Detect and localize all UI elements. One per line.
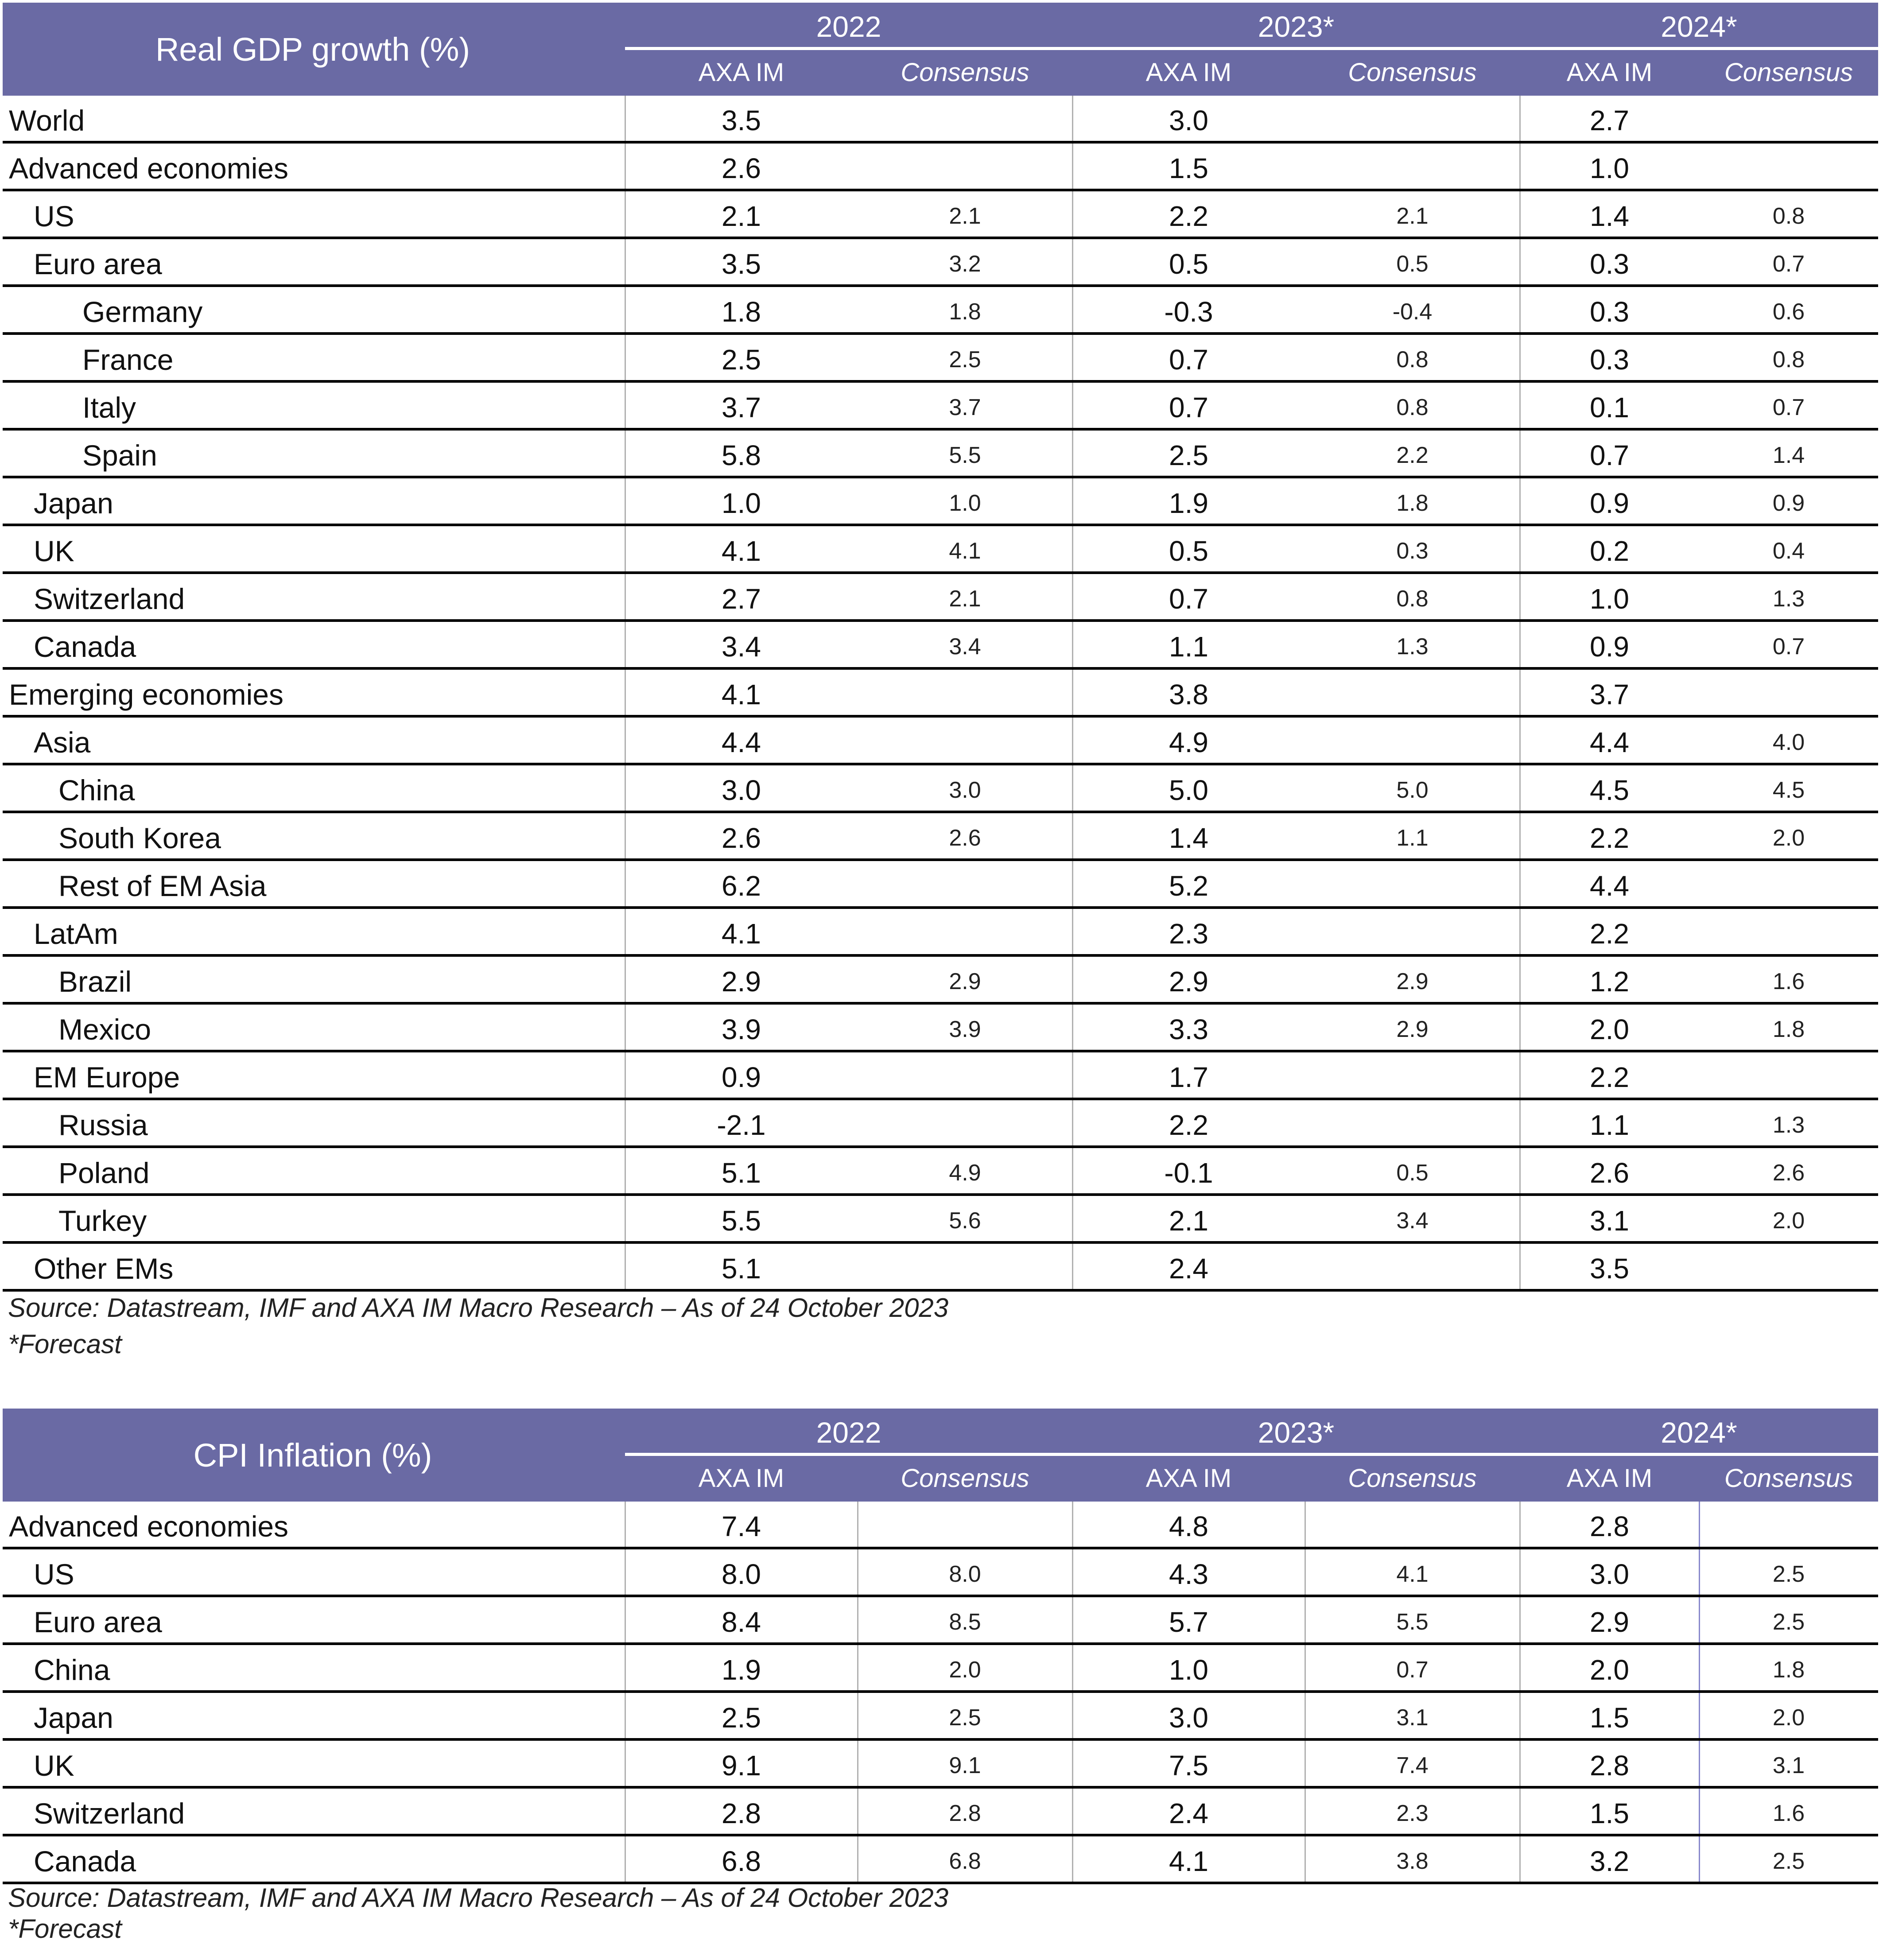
axa-im-value: 5.8 — [722, 439, 761, 471]
consensus-value — [1305, 909, 1520, 954]
axa-im-value: 8.4 — [722, 1606, 761, 1638]
axa-im-value: 2.8 — [1590, 1750, 1629, 1781]
axa-im-value: 1.8 — [722, 296, 761, 328]
gdp-table — [3, 3, 1878, 1359]
consensus-value — [858, 1052, 1072, 1098]
consensus-value — [858, 670, 1072, 715]
consensus-value: 1.3 — [1772, 1112, 1805, 1138]
axa-im-value: 4.1 — [1169, 1845, 1208, 1877]
axa-im-value: 1.0 — [722, 487, 761, 519]
axa-im-value: 0.3 — [1590, 344, 1629, 376]
consensus-value: 3.7 — [949, 395, 981, 420]
axa-im-value: 0.3 — [1590, 296, 1629, 328]
axa-im-value: 3.2 — [1590, 1845, 1629, 1877]
axa-im-value: 2.6 — [722, 152, 761, 184]
year-2023: 2023* — [1258, 1416, 1335, 1449]
consensus-value — [858, 144, 1072, 189]
axa-im-value: 2.0 — [1590, 1654, 1629, 1686]
consensus-value: 2.5 — [949, 1705, 981, 1731]
sub-header-axa-2022: AXA IM — [698, 58, 784, 87]
gdp-table-body — [3, 96, 1878, 1292]
axa-im-value: 3.7 — [722, 392, 761, 423]
row-label: Japan — [34, 487, 113, 520]
cpi-source-note: Source: Datastream, IMF and AXA IM Macro Research – As of 24 October 2023 — [8, 1883, 949, 1913]
table-row — [3, 622, 1878, 670]
consensus-value: 1.8 — [1772, 1657, 1805, 1683]
axa-im-value: 2.0 — [1590, 1013, 1629, 1045]
table-row — [3, 1741, 1878, 1789]
table-row — [3, 526, 1878, 574]
axa-im-value: 0.7 — [1590, 439, 1629, 471]
axa-im-value: 2.7 — [1590, 105, 1629, 136]
consensus-value: 3.2 — [949, 251, 981, 277]
consensus-value — [1305, 96, 1520, 141]
consensus-value: 3.9 — [949, 1017, 981, 1042]
table-row — [3, 478, 1878, 526]
axa-im-value: 2.1 — [1169, 1205, 1208, 1237]
consensus-value: 4.0 — [1772, 730, 1805, 755]
table-row — [3, 1052, 1878, 1100]
axa-im-value: 2.6 — [722, 822, 761, 854]
consensus-value: 1.6 — [1772, 1801, 1805, 1826]
table-row — [3, 1100, 1878, 1148]
sub-header-axa-2023: AXA IM — [1145, 1464, 1232, 1493]
consensus-value: 4.1 — [949, 538, 981, 564]
axa-im-value: 3.5 — [1590, 1253, 1629, 1285]
row-label: Euro area — [34, 248, 162, 280]
table-row — [3, 1502, 1878, 1549]
table-row — [3, 1196, 1878, 1244]
row-label: Canada — [34, 1845, 136, 1878]
row-label: Spain — [82, 439, 157, 472]
row-label: UK — [34, 1749, 74, 1782]
axa-im-value: 0.5 — [1169, 535, 1208, 567]
consensus-value: 4.1 — [1396, 1561, 1429, 1587]
sub-header-consensus-2023: Consensus — [1348, 58, 1477, 87]
sub-header-consensus-2023: Consensus — [1348, 1464, 1477, 1493]
consensus-value: 5.6 — [949, 1208, 981, 1234]
table-row — [3, 670, 1878, 718]
consensus-value: 2.1 — [949, 203, 981, 229]
row-label: US — [34, 200, 74, 233]
consensus-value — [1305, 718, 1520, 763]
axa-im-value: 0.9 — [1590, 487, 1629, 519]
axa-im-value: 1.5 — [1169, 152, 1208, 184]
consensus-value: 2.9 — [1396, 1017, 1429, 1042]
gdp-forecast-footnote: *Forecast — [8, 1329, 122, 1359]
consensus-value — [1305, 144, 1520, 189]
year-2022: 2022 — [816, 1416, 881, 1449]
axa-im-value: 2.4 — [1169, 1797, 1208, 1829]
consensus-value — [1699, 1052, 1878, 1098]
axa-im-value: 3.0 — [1169, 1702, 1208, 1734]
consensus-value: 0.8 — [1396, 347, 1429, 373]
row-label: France — [82, 343, 174, 376]
axa-im-value: -0.1 — [1164, 1157, 1213, 1189]
axa-im-value: 2.5 — [1169, 439, 1208, 471]
axa-im-value: 6.8 — [722, 1845, 761, 1877]
consensus-value: 1.8 — [949, 299, 981, 325]
axa-im-value: 4.1 — [722, 679, 761, 710]
consensus-value: 3.1 — [1396, 1705, 1429, 1731]
axa-im-value: 0.7 — [1169, 344, 1208, 376]
axa-im-value: 4.4 — [1590, 870, 1629, 902]
axa-im-value: 8.0 — [722, 1558, 761, 1590]
table-row — [3, 861, 1878, 909]
axa-im-value: 1.2 — [1590, 966, 1629, 997]
axa-im-value: 7.4 — [722, 1510, 761, 1542]
row-label: UK — [34, 535, 74, 567]
consensus-value: 1.8 — [1772, 1017, 1805, 1042]
consensus-value: 2.1 — [949, 586, 981, 612]
row-label: Turkey — [58, 1204, 147, 1237]
consensus-value: 2.1 — [1396, 203, 1429, 229]
cpi-table-body — [3, 1502, 1878, 1884]
sub-header-axa-2022: AXA IM — [698, 1464, 784, 1493]
year-2023: 2023* — [1258, 10, 1335, 43]
table-row — [3, 957, 1878, 1005]
axa-im-value: 1.9 — [722, 1654, 761, 1686]
row-label: Italy — [82, 391, 136, 424]
axa-im-value: 1.0 — [1590, 152, 1629, 184]
axa-im-value: 5.1 — [722, 1253, 761, 1285]
axa-im-value: 0.5 — [1169, 248, 1208, 280]
consensus-value — [858, 861, 1072, 906]
consensus-value: 4.9 — [949, 1160, 981, 1186]
axa-im-value: 1.4 — [1590, 200, 1629, 232]
table-row — [3, 287, 1878, 335]
row-label: LatAm — [34, 917, 118, 950]
consensus-value — [1305, 1502, 1520, 1547]
consensus-value: 0.8 — [1772, 203, 1805, 229]
consensus-value: 0.6 — [1772, 299, 1805, 325]
table-row — [3, 765, 1878, 813]
axa-im-value: 4.3 — [1169, 1558, 1208, 1590]
consensus-value — [1699, 670, 1878, 715]
consensus-value: 1.8 — [1396, 490, 1429, 516]
consensus-value — [1305, 861, 1520, 906]
consensus-value — [1305, 1100, 1520, 1145]
axa-im-value: 1.7 — [1169, 1061, 1208, 1093]
axa-im-value: 0.9 — [1590, 631, 1629, 663]
table-row — [3, 431, 1878, 478]
consensus-value: 1.4 — [1772, 442, 1805, 468]
axa-im-value: 4.4 — [722, 726, 761, 758]
table-row — [3, 1836, 1878, 1884]
axa-im-value: 6.2 — [722, 870, 761, 902]
consensus-value: 4.5 — [1772, 777, 1805, 803]
table-row — [3, 1244, 1878, 1292]
consensus-value: 1.6 — [1772, 969, 1805, 994]
consensus-value: 3.1 — [1772, 1753, 1805, 1778]
consensus-value: 0.7 — [1772, 634, 1805, 660]
consensus-value: 0.8 — [1396, 395, 1429, 420]
row-label: Advanced economies — [9, 152, 289, 185]
axa-im-value: 5.0 — [1169, 774, 1208, 806]
consensus-value: 3.4 — [949, 634, 981, 660]
consensus-value — [1305, 1244, 1520, 1289]
axa-im-value: 0.1 — [1590, 392, 1629, 423]
axa-im-value: 4.4 — [1590, 726, 1629, 758]
gdp-table-header — [3, 3, 1878, 96]
axa-im-value: 0.3 — [1590, 248, 1629, 280]
row-label: World — [9, 104, 85, 137]
consensus-value: 2.0 — [1772, 1705, 1805, 1731]
consensus-value: 0.7 — [1772, 251, 1805, 277]
row-label: Brazil — [58, 965, 132, 998]
consensus-value — [1699, 909, 1878, 954]
axa-im-value: 4.9 — [1169, 726, 1208, 758]
table-row — [3, 191, 1878, 239]
table-row — [3, 144, 1878, 191]
axa-im-value: 4.8 — [1169, 1510, 1208, 1542]
axa-im-value: 2.4 — [1169, 1253, 1208, 1285]
axa-im-value: 2.3 — [1169, 918, 1208, 950]
row-label: Emerging economies — [9, 678, 283, 711]
consensus-value — [858, 1244, 1072, 1289]
cpi-table-title: CPI Inflation (%) — [193, 1436, 432, 1474]
axa-im-value: 3.4 — [722, 631, 761, 663]
sub-header-consensus-2022: Consensus — [901, 1464, 1029, 1493]
axa-im-value: 1.4 — [1169, 822, 1208, 854]
consensus-value: 2.6 — [1772, 1160, 1805, 1186]
consensus-value: 3.0 — [949, 777, 981, 803]
axa-im-value: 4.1 — [722, 535, 761, 567]
axa-im-value: 2.8 — [1590, 1510, 1629, 1542]
axa-im-value: 2.2 — [1590, 1061, 1629, 1093]
axa-im-value: 3.7 — [1590, 679, 1629, 710]
consensus-value: 0.8 — [1772, 347, 1805, 373]
axa-im-value: 2.7 — [722, 583, 761, 615]
row-label: Russia — [58, 1109, 148, 1141]
row-label: Other EMs — [34, 1252, 174, 1285]
consensus-value: 3.4 — [1396, 1208, 1429, 1234]
consensus-value: 1.0 — [949, 490, 981, 516]
consensus-value: 2.2 — [1396, 442, 1429, 468]
consensus-value: 0.9 — [1772, 490, 1805, 516]
table-row — [3, 96, 1878, 144]
row-label: Japan — [34, 1701, 113, 1734]
axa-im-value: 4.5 — [1590, 774, 1629, 806]
axa-im-value: 3.0 — [1169, 105, 1208, 136]
axa-im-value: 0.7 — [1169, 583, 1208, 615]
sub-header-consensus-2024: Consensus — [1724, 58, 1853, 87]
consensus-value: 5.0 — [1396, 777, 1429, 803]
consensus-value: 2.8 — [949, 1801, 981, 1826]
row-label: Poland — [58, 1157, 150, 1189]
table-row — [3, 909, 1878, 957]
header-rule — [625, 47, 1878, 50]
consensus-value: 2.5 — [1772, 1848, 1805, 1874]
axa-im-value: 3.0 — [722, 774, 761, 806]
axa-im-value: 1.5 — [1590, 1702, 1629, 1734]
axa-im-value: 5.2 — [1169, 870, 1208, 902]
row-label: Advanced economies — [9, 1510, 289, 1543]
consensus-value — [858, 1100, 1072, 1145]
cpi-table-header — [3, 1409, 1878, 1502]
axa-im-value: 9.1 — [722, 1750, 761, 1781]
consensus-value: 0.7 — [1772, 395, 1805, 420]
consensus-value: 3.8 — [1396, 1848, 1429, 1874]
consensus-value — [1305, 1052, 1520, 1098]
row-label: Canada — [34, 630, 136, 663]
consensus-value — [1699, 1244, 1878, 1289]
cpi-table — [3, 1409, 1878, 1944]
row-label: South Korea — [58, 822, 221, 854]
consensus-value: 7.4 — [1396, 1753, 1429, 1778]
row-label: China — [58, 774, 135, 807]
axa-im-value: 3.3 — [1169, 1013, 1208, 1045]
axa-im-value: 3.9 — [722, 1013, 761, 1045]
row-label: EM Europe — [34, 1061, 180, 1094]
row-label: Switzerland — [34, 1797, 185, 1830]
consensus-value: 0.3 — [1396, 538, 1429, 564]
axa-im-value: 0.2 — [1590, 535, 1629, 567]
header-rule — [625, 1453, 1878, 1456]
axa-im-value: 1.0 — [1169, 1654, 1208, 1686]
axa-im-value: 4.1 — [722, 918, 761, 950]
consensus-value: 0.5 — [1396, 251, 1429, 277]
table-row — [3, 1005, 1878, 1052]
consensus-value — [1699, 144, 1878, 189]
consensus-value: 6.8 — [949, 1848, 981, 1874]
consensus-value: 0.8 — [1396, 586, 1429, 612]
cpi-forecast-footnote: *Forecast — [8, 1914, 122, 1944]
sub-header-axa-2024: AXA IM — [1566, 1464, 1653, 1493]
row-label: US — [34, 1558, 74, 1591]
consensus-value — [858, 1502, 1072, 1547]
row-label: Rest of EM Asia — [58, 869, 267, 902]
table-row — [3, 574, 1878, 622]
year-2022: 2022 — [816, 10, 881, 43]
consensus-value: 1.3 — [1396, 634, 1429, 660]
consensus-value: 5.5 — [949, 442, 981, 468]
sub-header-consensus-2024: Consensus — [1724, 1464, 1853, 1493]
row-label: Mexico — [58, 1013, 151, 1046]
consensus-value: 2.0 — [949, 1657, 981, 1683]
axa-im-value: 2.9 — [1169, 966, 1208, 997]
axa-im-value: 2.2 — [1590, 918, 1629, 950]
consensus-value: 0.4 — [1772, 538, 1805, 564]
gdp-table-title: Real GDP growth (%) — [155, 31, 470, 68]
axa-im-value: 1.5 — [1590, 1797, 1629, 1829]
row-label: China — [34, 1653, 110, 1686]
sub-header-axa-2024: AXA IM — [1566, 58, 1653, 87]
consensus-value — [1699, 1502, 1878, 1547]
row-label: Asia — [34, 726, 91, 759]
consensus-value: 9.1 — [949, 1753, 981, 1778]
axa-im-value: -0.3 — [1164, 296, 1213, 328]
table-row — [3, 1789, 1878, 1836]
axa-im-value: 2.2 — [1169, 1109, 1208, 1141]
axa-im-value: 2.5 — [722, 344, 761, 376]
consensus-value: 2.6 — [949, 825, 981, 851]
consensus-value: 2.3 — [1396, 1801, 1429, 1826]
axa-im-value: 2.1 — [722, 200, 761, 232]
sub-header-consensus-2022: Consensus — [901, 58, 1029, 87]
axa-im-value: 0.7 — [1169, 392, 1208, 423]
consensus-value: -0.4 — [1392, 299, 1433, 325]
consensus-value — [858, 909, 1072, 954]
table-row — [3, 1148, 1878, 1196]
table-row — [3, 813, 1878, 861]
consensus-value: 2.0 — [1772, 825, 1805, 851]
gdp-source-note: Source: Datastream, IMF and AXA IM Macro Research – As of 24 October 2023 — [8, 1293, 949, 1323]
axa-im-value: 2.2 — [1590, 822, 1629, 854]
axa-im-value: 7.5 — [1169, 1750, 1208, 1781]
axa-im-value: 1.0 — [1590, 583, 1629, 615]
consensus-value: 5.5 — [1396, 1609, 1429, 1635]
consensus-value: 8.5 — [949, 1609, 981, 1635]
consensus-value: 0.5 — [1396, 1160, 1429, 1186]
axa-im-value: 2.6 — [1590, 1157, 1629, 1189]
consensus-value: 2.0 — [1772, 1208, 1805, 1234]
row-label: Euro area — [34, 1606, 162, 1638]
consensus-value: 2.5 — [1772, 1561, 1805, 1587]
consensus-value — [1699, 861, 1878, 906]
table-row — [3, 1549, 1878, 1597]
table-row — [3, 335, 1878, 383]
consensus-value — [858, 718, 1072, 763]
consensus-value — [858, 96, 1072, 141]
axa-im-value: 2.9 — [722, 966, 761, 997]
row-label: Germany — [82, 295, 203, 328]
axa-im-value: 3.0 — [1590, 1558, 1629, 1590]
axa-im-value: -2.1 — [717, 1109, 766, 1141]
consensus-value: 2.5 — [1772, 1609, 1805, 1635]
axa-im-value: 3.1 — [1590, 1205, 1629, 1237]
axa-im-value: 2.8 — [722, 1797, 761, 1829]
axa-im-value: 3.5 — [722, 105, 761, 136]
table-row — [3, 718, 1878, 765]
axa-im-value: 5.5 — [722, 1205, 761, 1237]
year-2024: 2024* — [1661, 10, 1737, 43]
table-row — [3, 1645, 1878, 1693]
axa-im-value: 2.9 — [1590, 1606, 1629, 1638]
axa-im-value: 5.1 — [722, 1157, 761, 1189]
axa-im-value: 1.1 — [1169, 631, 1208, 663]
table-row — [3, 1597, 1878, 1645]
table-row — [3, 383, 1878, 431]
consensus-value — [1699, 96, 1878, 141]
row-label: Switzerland — [34, 582, 185, 615]
consensus-value: 2.9 — [1396, 969, 1429, 994]
axa-im-value: 1.9 — [1169, 487, 1208, 519]
consensus-value — [1305, 670, 1520, 715]
consensus-value: 0.7 — [1396, 1657, 1429, 1683]
axa-im-value: 2.5 — [722, 1702, 761, 1734]
table-row — [3, 239, 1878, 287]
consensus-value: 2.9 — [949, 969, 981, 994]
consensus-value: 1.1 — [1396, 825, 1429, 851]
consensus-value: 2.5 — [949, 347, 981, 373]
consensus-value: 8.0 — [949, 1561, 981, 1587]
axa-im-value: 2.2 — [1169, 200, 1208, 232]
axa-im-value: 5.7 — [1169, 1606, 1208, 1638]
axa-im-value: 3.5 — [722, 248, 761, 280]
sub-header-axa-2023: AXA IM — [1145, 58, 1232, 87]
axa-im-value: 3.8 — [1169, 679, 1208, 710]
axa-im-value: 1.1 — [1590, 1109, 1629, 1141]
table-row — [3, 1693, 1878, 1741]
axa-im-value: 0.9 — [722, 1061, 761, 1093]
consensus-value: 1.3 — [1772, 586, 1805, 612]
year-2024: 2024* — [1661, 1416, 1737, 1449]
